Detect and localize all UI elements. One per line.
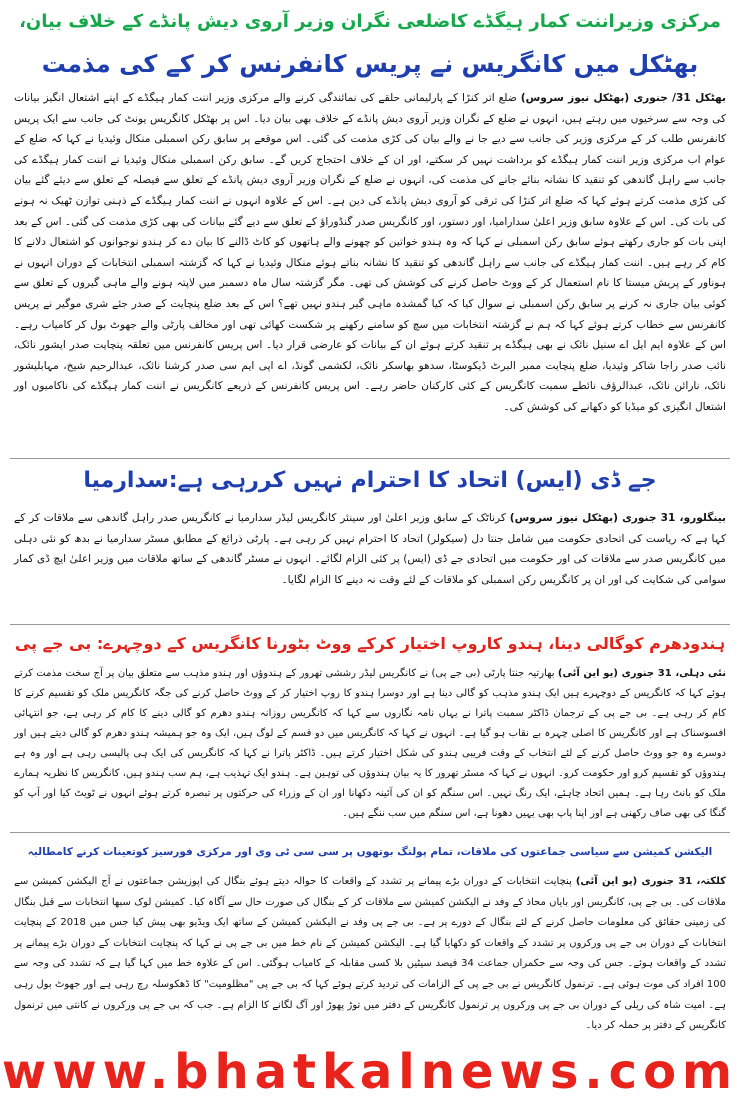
headline-congress-press-conference: بھٹکل میں کانگریس نے پریس کانفرنس کر کے کی مذمت [41, 50, 699, 78]
headline-hegde-statement: مرکزی وزیراننت کمار ہیگڈے کاضلعی نگران وزیر آروی دیش پانڈے کے خلاف بیان، [19, 11, 721, 32]
story-body: پنچایت انتخابات کے دوران بڑے پیمانے پر تشدد کے واقعات کا حوالہ دیتے ہوئے بنگال کی اپوزیشن جماعتوں نے آج الیکشن کمیشن سے ملاقات کی۔ بی جے پی، کانگریس اور بایاں محاذ کے وفد نے الیکشن کمیشن سے ملاقات کر کے بنگال کی صورت حال سے آگاہ کیا۔ کمیشن لوک سبھا انتخابات سے قبل بنگال کی زمینی حقائق کی معلومات حاصل کرنے کے لئے بنگال کے دورے پر ہے۔ بی جے پی وفد نے الیکشن کمیشن کے ساتھ ایک ویڈیو بھی پیش کیا جس میں 2018 کے پنچایت انتخابات کے دوران بی جے پی ورکروں پر تشدد کے واقعات کو دکھایا گیا ہے۔ الیکشن کمیشن کے نام خط میں بی جے پی نے کہا کہ پنچایت انتخابات کے دوران بڑے پیمانے پر تشدد کے واقعات ہوئے۔ جس کی وجہ سے حکمراں جماعت 34 فیصد سیٹیں بلا کسی مقابلہ کے کامیاب ہوگئی۔ اس کے علاوہ خط میں کہا گیا ہے کہ تشدد کی وجہ سے 100 افراد کی موت ہوئی ہے۔ ترنمول کانگریس نے بی جے پی کے الزامات کی تردید کرتے ہوئے کہا کہ بی جے پی "مظلومیت" کا ڈھکوسلہ رچ رہی ہے اور جھوٹ بول رہی ہے۔ امیت شاہ کی ریلی کے دوران بی جے پی ورکروں پر ترنمول کانگریس کے دفتر میں توڑ پھوڑ اور آگ لگانے کا الزام ہے۔ جب کہ بی جے پی ورکروں نے کانتی میں ترنمول کانگریس کے دفتر پر حملہ کر دیا۔ [14, 876, 726, 1032]
dateline: نئی دہلی، 31 جنوری (یو این آئی) [557, 668, 727, 679]
dateline: بھٹکل 31/ جنوری (بھٹکل نیوز سروس) [520, 92, 726, 104]
story-bjp [0, 664, 740, 829]
story-body: بھارتیہ جنتا پارٹی (بی جے پی) نے کانگریس لیڈر رششی تھرور کے ہندوؤں اور ہندو مذہب سے متعلق بیان پر آج سخت مذمت کرتے ہوئے کہا کہ کانگریس کے دوچہرے ہیں ایک ہندو مذہب کو گالی دینا ہے اور دوسرا ہندو کا روپ اختیار کر کے ووٹ حاصل کرنے کی جگہ کانگریس ملک کو تقسیم کرنے کا کام کر رہی ہے۔ بی جے پی کے ترجمان ڈاکٹر سمبت پاترا نے یہاں نامہ نگاروں سے کہا کہ کانگریس روزانہ ہندو دھرم کو گالی دینے کا کام کر رہی ہے، جو انتہائی افسوسناک ہے اور کانگریس کا اصلی چہرہ بے نقاب ہو گیا ہے۔ انہوں نے کہا کہ کانگریس میں دو قسم کے لوگ ہیں، ایک وہ جو ہمیشہ ہندو دھرم کو گالی دیتے ہیں اور دوسرے وہ جو ووٹ حاصل کرنے کے لئے انتخاب کے وقت فریبی ہندو کی شکل اختیار کرتے ہیں۔ ڈاکٹر پاترا نے کہا کہ کانگریس کی ایک ہی پالیسی رہی ہے اور وہ ہے ہندوؤں کو تقسیم کرو اور حکومت کرو۔ انہوں نے کہا کہ مسٹر تھرور کا یہ بیان ہندوؤں کی توہین ہے۔ ہندو ایک تہذیب ہے، ہم سب ہندو ہیں، کانگریس کا نظریہ ہمارے ملک کو بانٹ رہا ہے۔ ہمیں اتحاد چاہئے، ایک رنگ نہیں۔ اس سنگم کو ان کی آئینہ دکھانا اور ان کے وزراء کی حرکتوں پر تبصرہ کرتے ہوئے انہوں نے ٹویٹ کیا اور آپ کو گنگا کی بھی صاف رکھنی ہے اور اپنا پاپ بھی یہیں دھونا ہے، اس سنگم میں سب ننگے ہیں۔ [14, 668, 726, 819]
story-election-commission [0, 872, 740, 1040]
headline-election-commission: الیکشن کمیشن سے سیاسی جماعتوں کی ملاقات، تمام پولنگ بوتھوں پر سی سی ٹی وی اور مرکزی فورسیز کوتعینات کرنے کامطالبہ [27, 846, 713, 858]
headline-siddaramaiah: جے ڈی (ایس) اتحاد کا احترام نہیں کررہی ہے:سدارمیا [83, 468, 657, 493]
story-siddaramaiah [0, 508, 740, 620]
section-divider [10, 458, 730, 459]
story-body: ضلع اتر کنڑا کے پارلیمانی حلقے کی نمائندگی کرنے والے مرکزی وزیر اننت کمار ہیگڈے کے اپنے اشتعال انگیز بیانات کی وجہ سے سرخیوں میں رہتے ہیں، انہوں نے ضلع کے نگران وزیر آروی دیش پانڈے کے خلاف بھی بیان دیا۔ اس پر بھٹکل کانگریس یونٹ کی جانب سے ایک پریس کانفرنس طلب کر کے مرکزی وزیر کی جانب سے دیے جا نے والے بیان کی کڑی مذمت کی گئی۔ اس موقعے پر سابق رکن اسمبلی منکال وئیدیا نے کہا کہ ضلع کے عوام اب مرکزی وزیر اننت کمار ہیگڈے کو برداشت نہیں کر سکتے، اور ان کے خلاف احتجاج کریں گے۔ سابق رکن اسمبلی منکال وئیدیا نے اننت کمار ہیگڈے کی جانب سے راہل گاندھی کو تنقید کا نشانہ بنائے جانے کی مذمت کی، انہوں نے ضلع کے نگران وزیر آروی دیش پانڈے کے تعلق سے فیصلہ کے تعلق سے دیئے گئے بیان کی کڑی مذمت کرتے ہوئے کہا کہ ضلع اتر کنڑا کی ترقی کو آروی دیش پانڈے کی دین ہے۔ اس کے علاوہ انہوں نے اننت کمار ہیگڈے کے ذہنی توازن ٹھیک نہ ہونے کی بات کی۔ اس کے علاوہ سابق وزیر اعلیٰ سدارامیا، اور دستور، اور کانگریس صدر گنڈوراؤ کے تعلق سے دیے گئے بیانات کی بھی کڑی مذمت کی گئی۔ اس کے بعد اپنی بات کو جاری رکھتے ہوئے سابق رکن اسمبلی نے کہا کہ وہ ہندو خواتین کو چھونے والے ہاتھوں کو کاٹ ڈالنے کا بیان دے کر ہندو نوجوانوں کو اشتعال دلانے کا کام کر رہے ہیں۔ اننت کمار ہیگڈے کی جانب سے راہل گاندھی کو تنقید کا نشانہ بناتے ہوئے منکال وئیدیا نے کہا کہ گزشتہ اسمبلی انتخابات کے دوران انہوں نے ہوناور کے پریش میستا کا نام استعمال کر کے ووٹ حاصل کرنے کی کوشش کی تھی۔ مگر گزشتہ سال ماہ دسمبر میں لاپتہ ہونے والے ماہی گیروں کے تعلق سے کوئی بیان جاری نہ کرنے پر سابق رکن اسمبلی نے سوال کیا کہ کیا گمشدہ ماہی گیر ہندو نہیں تھے؟ اس کے بعد ضلع پنچایت کے صدر جئے شری موگیر نے پریس کانفرنس سے خطاب کرتے ہوئے کہا کہ ہم نے گزشتہ انتخابات میں سچ کو سامنے رکھنے پر شکست کھائی تھی اور مخالف پارٹی والے جھوٹ بول کر کامیاب رہے۔ اس کے علاوہ ایم ایل اے سنیل نائک نے بھی ہیگڈے پر تنقید کرتے ہوئے ان کے بیانات کو عارضی قرار دیا۔ اس پریس کانفرنس میں تعلقہ پنچایت صدر ایشور نائک، نائب صدر راجا شاکر وئیدیا، ضلع پنچایت ممبر البرٹ ڈیکوسٹا، سدھو بھاسکر نائک، لکشمی گونڈ، اے اپی ایم سی صدر کرشنا نائک، عبدالرحیم شیخ، مہابلیشور نائک، نارائن نائک، عبدالرؤف نائطے سمیت کانگریس کے کئی کارکنان حاضر رہے۔ اس پریس کانفرنس کے ذریعے کانگریس نے اننت کمار ہیگڈے کی ناکامیوں اور اشتعال انگیزی کو میڈیا کو دکھانے کی کوشش کی۔ [14, 92, 726, 413]
section-divider [10, 832, 730, 833]
dateline: بینگلورو، 31 جنوری (بھٹکل نیوز سروس) [509, 512, 727, 524]
story-bhatkal-congress [0, 88, 740, 458]
dateline: کلکتہ، 31 جنوری (یو این آئی) [575, 876, 726, 887]
section-divider [10, 624, 730, 625]
site-url-footer: www.bhatkalnews.com [1, 1044, 739, 1100]
story-body: کرناٹک کے سابق وزیر اعلیٰ اور سینئر کانگریس لیڈر سدارمیا نے کانگریس صدر راہل گاندھی سے ملاقات کر کے کہا ہے کہ ریاست کی اتحادی حکومت میں شامل جنتا دل (سیکولر) اتحاد کا احترام نہیں کر رہی ہے۔ پارٹی ذرائع کے مطابق مسٹر سدارمیا نے بدھ کو نئی دہلی میں کانگریس صدر سے ملاقات کی اور حکومت میں اتحادی جے ڈی (ایس) پر کئی الزام لگائے۔ انہوں نے مسٹر گاندھی کے ساتھ ملاقات میں وزیر اعلیٰ ایچ ڈی کمار سوامی کی شکایت کی اور ان پر کانگریس رکن اسمبلی کو ملاقات کے لئے وقت نہ دینے کا الزام لگایا۔ [14, 512, 726, 586]
headline-bjp-congress-two-faces: ہندودھرم کوگالی دینا، ہندو کاروپ اختیار کرکے ووٹ بٹورنا کانگریس کے دوچہرے: بی جے پی [14, 634, 726, 653]
